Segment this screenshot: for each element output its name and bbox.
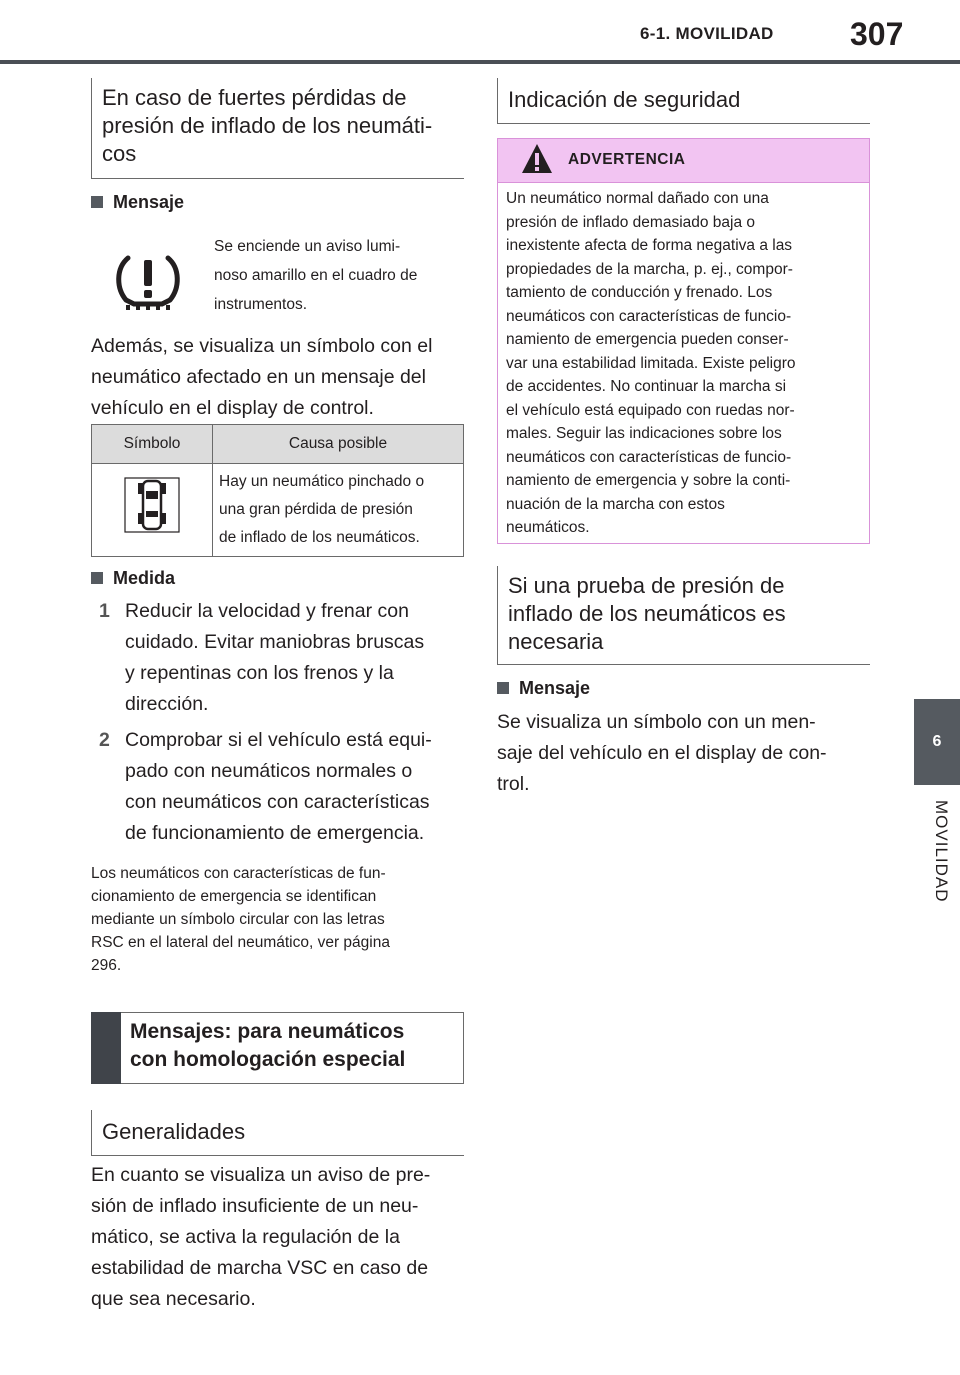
icon-description (214, 232, 464, 319)
text-line: neumáticos. (506, 519, 590, 536)
text-line: Se enciende un aviso lumi- (214, 238, 401, 255)
text-line: con neumáticos con características (125, 791, 430, 813)
text-line: namiento de emergencia pueden conser- (506, 331, 789, 348)
text-line: neumáticos con características de funcio- (506, 307, 792, 325)
paragraph-vsc (91, 1160, 464, 1315)
box-title: Generalidades (102, 1119, 246, 1144)
note-rsc (91, 862, 464, 977)
text-line: En cuanto se visualiza un aviso de pre- (91, 1164, 431, 1186)
section-title: 6-1. MOVILIDAD (640, 24, 774, 43)
text-line: Hay un neumático pinchado o (219, 473, 425, 490)
warning-label: ADVERTENCIA (568, 151, 686, 168)
text-line: sión de inflado insuficiente de un neu- (91, 1195, 419, 1217)
bullet-square (91, 196, 103, 208)
subheading-text: Mensaje (113, 192, 185, 212)
paragraph-symbol-message (497, 707, 870, 800)
warning-header (498, 139, 869, 183)
box-title-line: Si una prueba de presión de (508, 573, 785, 598)
table-header-symbol: Símbolo (92, 425, 213, 464)
text-line: presión de inflado demasiado baja o (506, 213, 756, 231)
table-header-row (92, 425, 464, 464)
section-box-pressure-test (497, 566, 870, 665)
text-line: Se visualiza un símbolo con un men- (497, 711, 816, 733)
warning-text (506, 187, 861, 540)
paragraph-symbol-display (91, 331, 464, 424)
text-line: noso amarillo en el cuadro de (214, 267, 418, 284)
bullet-square (91, 572, 103, 584)
text-line: dirección. (125, 693, 209, 715)
text-line: cuidado. Evitar maniobras bruscas (125, 631, 425, 653)
text-line: y repentinas con los frenos y la (125, 662, 394, 684)
text-line: de funcionamiento de emergencia. (125, 822, 425, 844)
box-title-line: necesaria (508, 629, 604, 654)
section-box-special-homologation (91, 1012, 464, 1084)
text-line: males. Seguir las indicaciones sobre los (506, 425, 782, 442)
step-number: 2 (99, 729, 110, 751)
text-line: Los neumáticos con características de fun- (91, 865, 386, 882)
steps-list (91, 596, 464, 854)
header-rule (0, 60, 960, 64)
text-line: con homologación especial (130, 1048, 406, 1071)
tire-pressure-warning-icon (114, 252, 182, 310)
section-box-safety (497, 78, 870, 124)
text-line: Reducir la velocidad y frenar con (125, 600, 409, 622)
section-box-generalidades (91, 1110, 464, 1156)
text-line: 296. (91, 957, 122, 974)
chapter-tab: 6 (914, 699, 960, 785)
page-number: 307 (850, 16, 904, 52)
text-line: Comprobar si el vehículo está equi- (125, 729, 432, 751)
text-line: el vehículo está equipado con ruedas nor- (506, 401, 795, 419)
box-title-line: presión de inflado de los neumáti- (102, 113, 433, 138)
section-box-pressure-loss (91, 78, 464, 179)
table-header-cause: Causa posible (213, 425, 464, 464)
subheading-text: Medida (113, 568, 176, 588)
text-line: saje del vehículo en el display de con- (497, 742, 827, 764)
subheading-text: Mensaje (519, 678, 591, 698)
text-line: neumático afectado en un mensaje del (91, 366, 426, 388)
text-line: de accidentes. No continuar la marcha si (506, 378, 787, 395)
text-line: propiedades de la marcha, p. ej., compor- (506, 260, 793, 278)
table-cell-cause (213, 464, 464, 557)
text-line: estabilidad de marcha VSC en caso de (91, 1257, 429, 1279)
subheading-mensaje (91, 192, 184, 213)
text-line: mediante un símbolo circular con las letras (91, 911, 385, 928)
text-line: nuación de la marcha con estos (506, 495, 725, 513)
chapter-label: MOVILIDAD (932, 800, 951, 903)
box-title-line: En caso de fuertes pérdidas de (102, 85, 407, 110)
text-line: neumáticos con características de funcio- (506, 448, 792, 466)
text-line: var una estabilidad limitada. Existe peligro (506, 354, 796, 372)
step-number: 1 (99, 600, 110, 622)
text-line: tamiento de conducción y frenado. Los (506, 284, 773, 301)
text-line: cionamiento de emergencia se identifican (91, 888, 377, 905)
text-line: mático, se activa la regulación de la (91, 1226, 400, 1248)
box-title-line: inflado de los neumáticos es (508, 601, 786, 626)
section-title (130, 1018, 405, 1074)
text-line: que sea necesario. (91, 1288, 256, 1310)
text-line: trol. (497, 773, 530, 795)
text-line: una gran pérdida de presión (219, 501, 413, 518)
text-line: vehículo en el display de control. (91, 397, 374, 419)
warning-box (497, 138, 870, 544)
text-line: instrumentos. (214, 296, 308, 313)
text-line: inexistente afecta de forma negativa a las (506, 237, 793, 254)
box-title: Indicación de seguridad (508, 87, 741, 112)
text-line: Un neumático normal dañado con una (506, 190, 769, 207)
list-item (91, 725, 464, 849)
text-line: pado con neumáticos normales o (125, 760, 413, 782)
dark-bar (91, 1012, 121, 1084)
table-cell-symbol (92, 464, 213, 557)
text-line: namiento de emergencia y sobre la conti- (506, 472, 791, 489)
text-line: Además, se visualiza un símbolo con el (91, 335, 433, 357)
text-line: RSC en el lateral del neumático, ver página (91, 934, 390, 951)
text-line: Mensajes: para neumáticos (130, 1020, 405, 1043)
box-title-line: cos (102, 141, 137, 166)
warning-triangle-icon (520, 142, 554, 176)
table-row (92, 464, 464, 557)
car-top-view-icon (124, 477, 180, 533)
list-item (91, 596, 464, 720)
text-line: de inflado de los neumáticos. (219, 529, 420, 546)
subheading-medida (91, 568, 175, 589)
subheading-mensaje-2 (497, 678, 590, 699)
bullet-square (497, 682, 509, 694)
symbol-cause-table (91, 424, 464, 557)
